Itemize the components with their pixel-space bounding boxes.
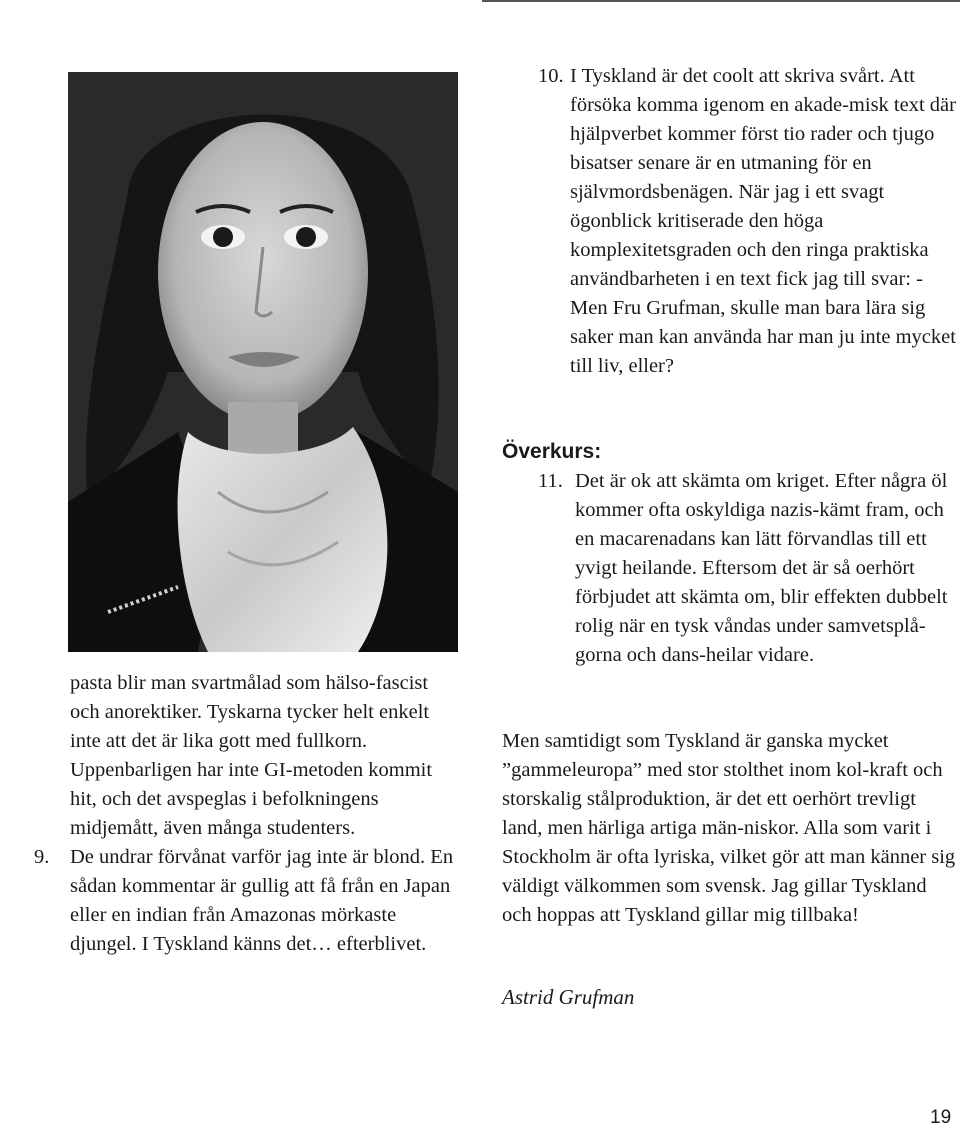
list-text-10: I Tyskland är det coolt att skriva svårt. Att försöka komma igenom en akade-misk text där hjälpverbet kommer först tio rader och tjugo bisatser senare är en utmaning för en självmordsbenägen. När jag i ett svagt ögonblick kritiserade den höga komplexitetsgraden och den ringa praktiska användbarheten i en text fick jag till svar: - Men Fru Grufman, skulle man bara lära sig saker man kan använda har man ju inte mycket till liv, eller? xyxy=(570,65,956,377)
page-number: 19 xyxy=(930,1107,952,1128)
top-rule xyxy=(482,0,960,2)
closing-paragraph: Men samtidigt som Tyskland är ganska mycket ”gammeleuropa” med stor stolthet inom kol-kraft och storskalig stålproduktion, är det ett oerhört trevligt land, men härliga artiga män-niskor. Alla som varit i Stockholm är ofta lyriska, vilket gör att man känner sig väldigt välkommen som svensk. Jag gillar Tyskland och hoppas att Tyskland gillar mig tillbaka! xyxy=(502,730,956,926)
left-column-text xyxy=(34,669,460,959)
list-item-11 xyxy=(502,467,960,670)
section-heading: Överkurs: xyxy=(502,440,602,463)
list-number-11: 11. xyxy=(538,470,563,492)
list-item-9 xyxy=(34,843,460,959)
right-column-item-10 xyxy=(502,62,960,381)
portrait-image xyxy=(68,72,458,652)
left-continuation-paragraph: pasta blir man svartmålad som hälso-fascist och anorektiker. Tyskarna tycker helt enkelt inte att det är lika gott med fullkorn. Uppenbarligen har inte GI-metoden kommit hit, och det avspeglas i befolkningens midjemått, även många studenters. xyxy=(70,672,433,839)
right-column-item-11 xyxy=(502,467,960,670)
author-portrait-photo xyxy=(68,72,458,652)
list-number-9: 9. xyxy=(34,846,50,868)
list-text-9: De undrar förvånat varför jag inte är blond. En sådan kommentar är gullig att få från en Japan eller en indian från Amazonas mörkaste djungel. I Tyskland känns det… efterblivet. xyxy=(70,846,454,955)
list-item-10 xyxy=(502,62,960,381)
author-signature: Astrid Grufman xyxy=(502,985,635,1009)
list-number-10: 10. xyxy=(538,65,564,87)
list-text-11: Det är ok att skämta om kriget. Efter några öl kommer ofta oskyldiga nazis-kämt fram, och en macarenadans kan lätt förvandlas till ett yvigt heilande. Eftersom det är så oerhört förbjudet att skämta om, blir effekten dubbelt rolig när en tysk våndas under samvetsplå-gorna och dans-heilar vidare. xyxy=(575,470,948,666)
